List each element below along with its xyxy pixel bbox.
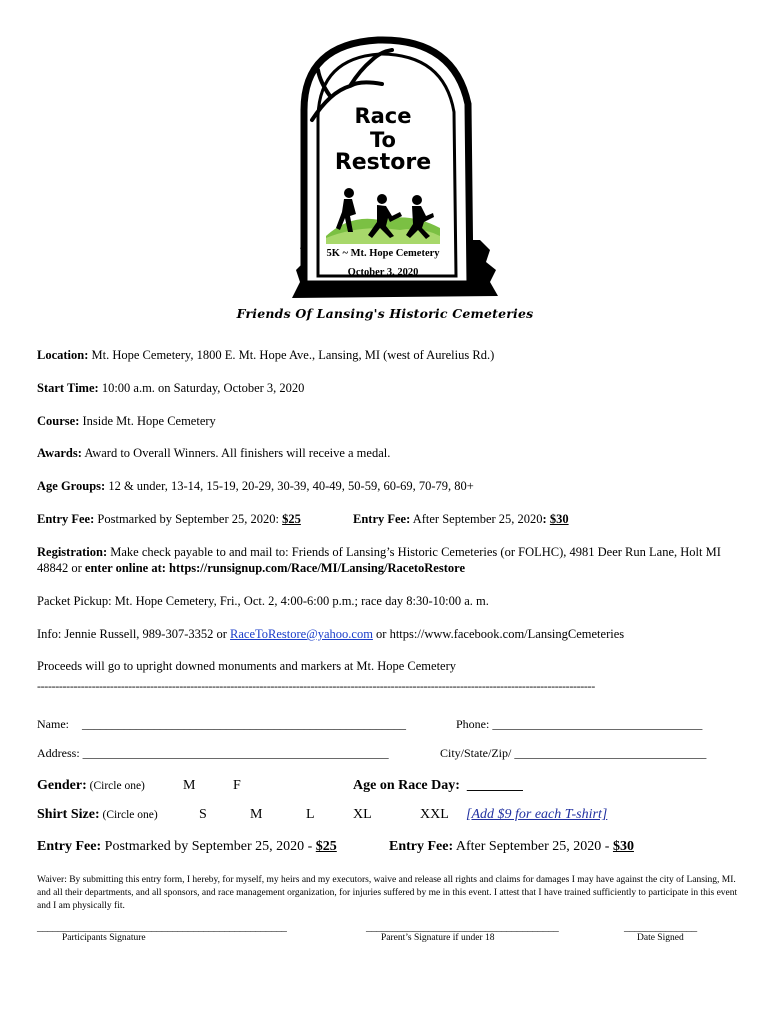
form-fee-early-label: Entry Fee: xyxy=(37,839,102,854)
info-line xyxy=(37,626,624,642)
form-fee-late-amount: $30 xyxy=(612,839,634,854)
info-suffix: or https://www.facebook.com/LansingCemeteries xyxy=(372,627,625,641)
entry-fee-late-line xyxy=(353,511,569,527)
proceeds-line: Proceeds will go to upright downed monuments and markers at Mt. Hope Cemetery xyxy=(37,659,457,673)
gender-label: Gender: xyxy=(37,778,87,793)
shirt-size-m[interactable]: M xyxy=(250,807,263,822)
registration-value: Make check payable to and mail to: Friends of Lansing’s Historic Cemeteries (or FOLHC), 4981 Deer Run Lane, Holt MI 48842 or xyxy=(37,545,721,575)
logo-title-race: Race xyxy=(354,104,412,128)
participant-signature-line[interactable]: ________________________________________________ xyxy=(37,921,287,933)
form-fee-late-value: After September 25, 2020 - xyxy=(453,839,613,854)
shirt-size-xl[interactable]: XL xyxy=(353,807,372,822)
shirt-size-row xyxy=(37,807,158,823)
age-on-race-day-label: Age on Race Day: xyxy=(353,778,460,793)
start-time-line xyxy=(37,380,304,396)
shirt-size-l[interactable]: L xyxy=(306,807,315,822)
logo-race-line: 5K ~ Mt. Hope Cemetery xyxy=(326,248,440,259)
waiver-text: Waiver: By submitting this entry form, I hereby, for myself, my heirs and my executors, waive and release all rights and claims for damages I may have against the city of Lansing, MI. and all their departments, and all sponsors, and race management organization, for injuries suffered by me in this event. I attest that I have trained sufficiently to participate in this event and I am physically fit. xyxy=(37,875,738,911)
registration-line xyxy=(37,544,737,576)
date-signed-line[interactable]: ______________ xyxy=(624,921,697,933)
address-field[interactable]: Address: ___________________________________________________ xyxy=(37,746,389,760)
awards-line xyxy=(37,445,390,461)
entry-fee-early-amount: $25 xyxy=(282,512,301,526)
date-signed-label: Date Signed xyxy=(637,933,684,943)
entry-fee-late-colon: : xyxy=(542,512,550,526)
city-state-zip-field[interactable]: City/State/Zip/ ________________________________ xyxy=(440,746,707,760)
location-line xyxy=(37,347,494,363)
course-line xyxy=(37,413,216,429)
entry-fee-late-amount: $30 xyxy=(549,512,569,526)
parent-signature-label: Parent’s Signature if under 18 xyxy=(381,933,495,943)
cut-line-separator: --------------------------------------------------------------------------------------------------------------------------------------------------------- xyxy=(37,679,595,693)
registration-online[interactable]: enter online at: https://runsignup.com/Race/MI/Lansing/RacetoRestore xyxy=(84,561,465,575)
age-groups-label: Age Groups: xyxy=(37,479,106,493)
awards-value: Award to Overall Winners. All finishers will receive a medal. xyxy=(81,446,391,460)
form-fee-early-amount: $25 xyxy=(315,839,337,854)
form-fee-late-label: Entry Fee: xyxy=(389,839,454,854)
logo-date-line: October 3, 2020 xyxy=(347,267,419,278)
age-groups-line xyxy=(37,478,474,494)
entry-fee-early-label: Entry Fee: xyxy=(37,512,95,526)
course-label: Course: xyxy=(37,414,80,428)
shirt-size-hint: (Circle one) xyxy=(99,809,158,821)
form-entry-fee-early xyxy=(37,839,337,855)
shirt-size-s[interactable]: S xyxy=(199,807,207,822)
shirt-size-xxl[interactable]: XXL xyxy=(420,807,449,822)
info-prefix: Info: Jennie Russell, 989-307-3352 or xyxy=(37,627,231,641)
registration-label: Registration: xyxy=(37,545,108,559)
shirt-size-label: Shirt Size: xyxy=(37,807,100,822)
age-groups-value: 12 & under, 13-14, 15-19, 20-29, 30-39, 40-49, 50-59, 60-69, 70-79, 80+ xyxy=(105,479,474,493)
gender-hint: (Circle one) xyxy=(86,780,145,792)
location-value: Mt. Hope Cemetery, 1800 E. Mt. Hope Ave., Lansing, MI (west of Aurelius Rd.) xyxy=(88,348,495,362)
entry-fee-late-value: After September 25, 2020 xyxy=(410,512,543,526)
logo-title-restore: Restore xyxy=(334,150,432,175)
start-time-value: 10:00 a.m. on Saturday, October 3, 2020 xyxy=(98,381,305,395)
name-label: Name: xyxy=(37,717,69,731)
start-time-label: Start Time: xyxy=(37,381,99,395)
participant-signature-label: Participants Signature xyxy=(62,933,146,943)
awards-label: Awards: xyxy=(37,446,82,460)
form-fee-early-value: Postmarked by September 25, 2020 - xyxy=(101,839,316,854)
form-entry-fee-late xyxy=(389,839,634,855)
name-field[interactable]: ______________________________________________________ xyxy=(82,717,406,731)
phone-field[interactable]: Phone: ___________________________________ xyxy=(456,717,703,731)
location-label: Location: xyxy=(37,348,89,362)
logo-title-to: To xyxy=(370,128,396,152)
gender-option-m[interactable]: M xyxy=(183,778,196,793)
shirt-price-note: [Add $9 for each T-shirt] xyxy=(466,807,608,822)
course-value: Inside Mt. Hope Cemetery xyxy=(79,414,216,428)
email-link[interactable]: RaceToRestore@yahoo.com xyxy=(230,627,373,641)
gender-row xyxy=(37,778,145,794)
gender-option-f[interactable]: F xyxy=(233,778,241,793)
age-on-race-day xyxy=(353,778,523,794)
parent-signature-line[interactable]: _____________________________________ xyxy=(366,921,559,933)
entry-fee-early-value: Postmarked by September 25, 2020: xyxy=(94,512,283,526)
packet-pickup-line: Packet Pickup: Mt. Hope Cemetery, Fri., Oct. 2, 4:00-6:00 p.m.; race day 8:30-10:00 a. m. xyxy=(37,594,489,608)
entry-fee-early-line xyxy=(37,511,301,527)
age-on-race-day-field[interactable]: ________ xyxy=(466,778,523,793)
organization-name: Friends Of Lansing's Historic Cemeteries xyxy=(236,306,534,321)
race-logo xyxy=(0,0,770,330)
entry-fee-late-label: Entry Fee: xyxy=(353,512,411,526)
